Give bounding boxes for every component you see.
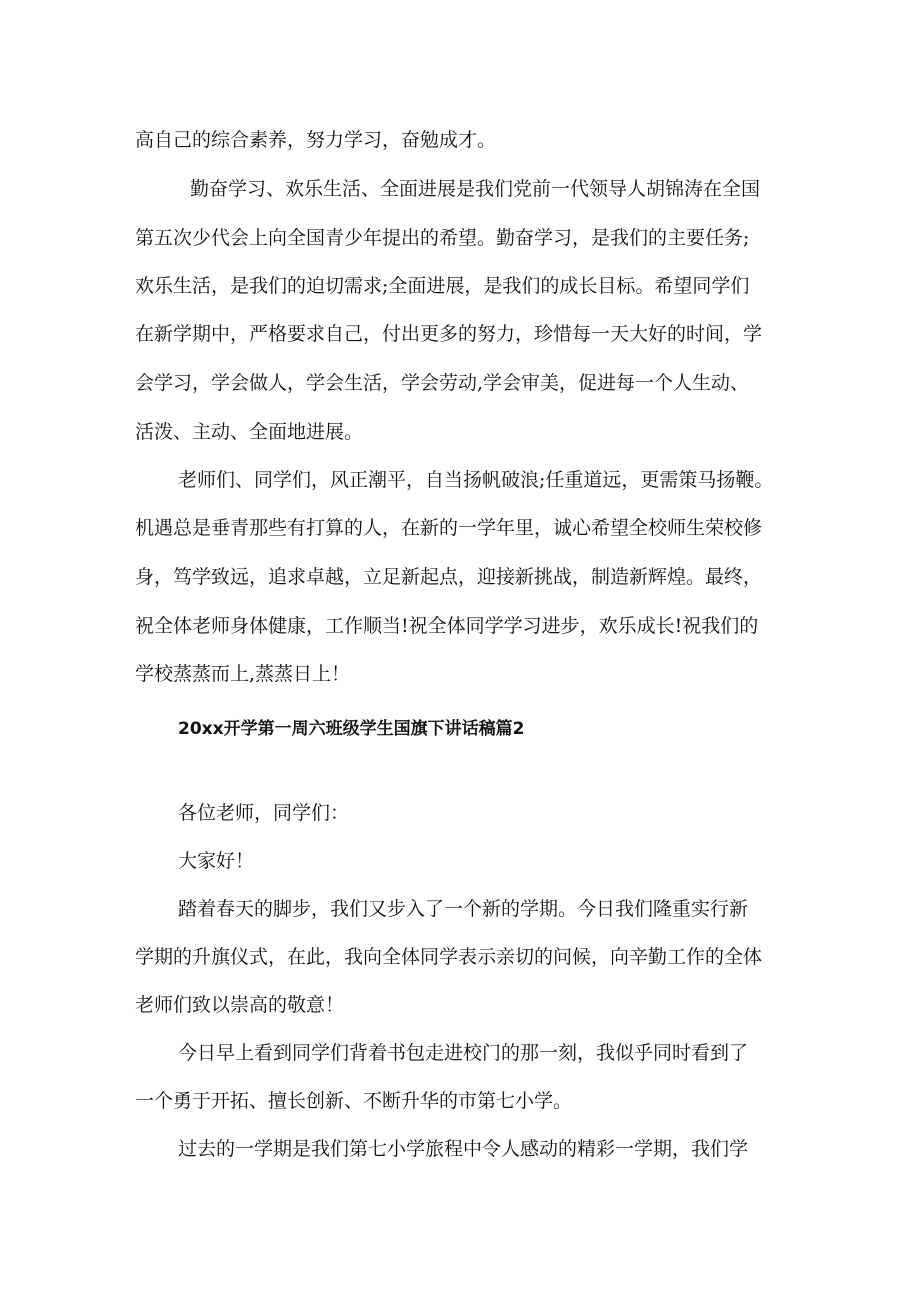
text-line: 今日早上看到同学们背着书包走进校门的那一刻，我似乎同时看到了 [178,1042,749,1064]
text-line: 机遇总是垂青那些有打算的人，在新的一学年里，诚心希望全校师生荣校修 [135,517,763,539]
text-line: 学期的升旗仪式，在此，我向全体同学表示亲切的问候，向辛勤工作的全体 [135,946,763,968]
text-line: 第五次少代会上向全国青少年提出的希望。勤奋学习，是我们的主要任务; [135,227,750,249]
text-line: 老师们、同学们，风正潮平，自当扬帆破浪;任重道远，更需策马扬鞭。 [178,469,774,491]
text-line: 过去的一学期是我们第七小学旅程中令人感动的精彩一学期，我们学 [178,1138,749,1160]
text-line: 活泼、主动、全面地进展。 [135,421,364,443]
text-line: 勤奋学习、欢乐生活、全面进展是我们党前一代领导人胡锦涛在全国 [190,178,761,200]
text-line: 在新学期中，严格要求自己，付出更多的努力，珍惜每一天大好的时间，学 [135,323,763,345]
text-line: 高自己的综合素养，努力学习，奋勉成才。 [135,129,497,151]
text-line: 老师们致以崇高的敬意！ [135,994,345,1016]
salutation: 各位老师，同学们： [178,802,350,824]
text-line: 学校蒸蒸而上,蒸蒸日上！ [135,663,351,685]
section-heading: 20xx开学第一周六班级学生国旗下讲话稿篇2 [178,719,525,739]
text-line: 踏着春天的脚步，我们又步入了一个新的学期。今日我们隆重实行新 [178,898,749,920]
greeting: 大家好！ [178,850,255,872]
text-line: 身，笃学致远，追求卓越，立足新起点，迎接新挑战，制造新辉煌。最终， [135,566,763,588]
text-line: 一个勇于开拓、擅长创新、不断升华的市第七小学。 [135,1090,573,1112]
text-line: 会学习，学会做人，学会生活，学会劳动,学会审美，促进每一个人生动、 [135,372,750,394]
text-line: 欢乐生活，是我们的迫切需求;全面进展，是我们的成长目标。希望同学们 [135,275,750,297]
text-line: 祝全体老师身体健康，工作顺当!祝全体同学学习进步，欢乐成长!祝我们的 [135,615,759,637]
